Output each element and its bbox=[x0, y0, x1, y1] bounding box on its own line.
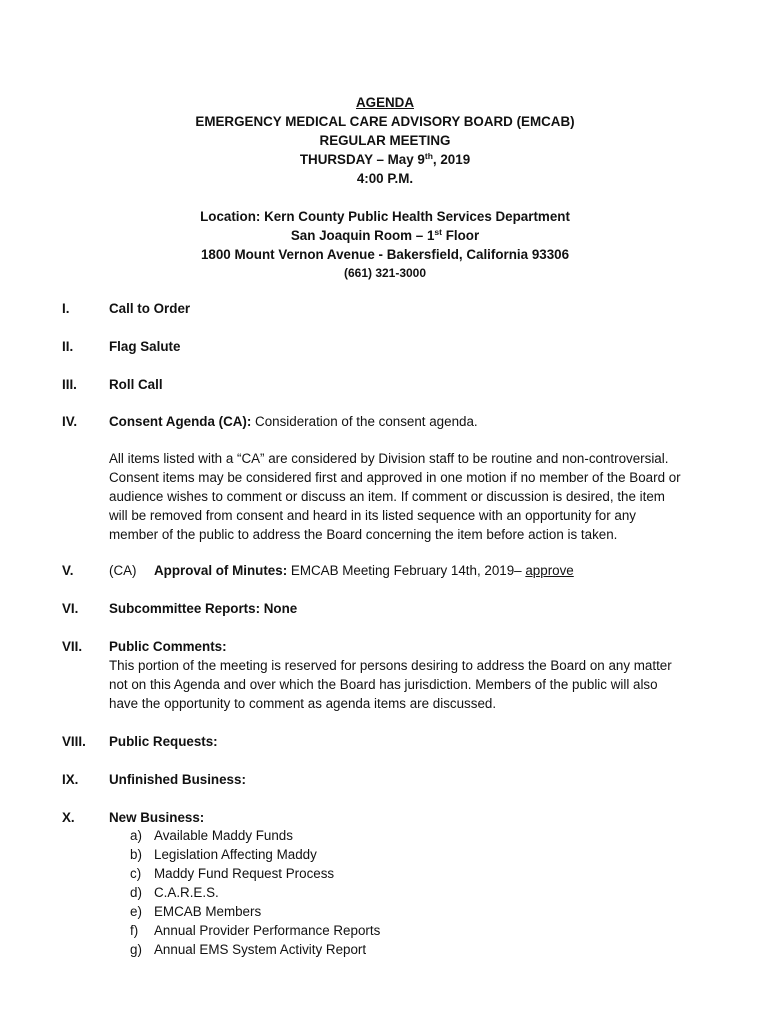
list-item bbox=[130, 902, 380, 921]
paragraph-line: not on this Agenda and over which the Board has jurisdiction. Members of the public will also bbox=[109, 677, 658, 692]
board-name: EMERGENCY MEDICAL CARE ADVISORY BOARD (EMCAB) bbox=[195, 114, 575, 129]
paragraph-line: member of the public to address the Board concerning the item before action is taken. bbox=[109, 527, 618, 542]
item-title: Public Requests: bbox=[109, 734, 218, 749]
item-number: VIII. bbox=[62, 734, 86, 749]
list-item-letter: f) bbox=[130, 923, 139, 938]
item-number: VII. bbox=[62, 639, 83, 654]
item-text: EMCAB Meeting February 14th, 2019– bbox=[287, 563, 526, 578]
list-item-text: Annual EMS System Activity Report bbox=[154, 942, 367, 957]
list-item-text: C.A.R.E.S. bbox=[154, 885, 219, 900]
list-item-text: Available Maddy Funds bbox=[154, 828, 293, 843]
item-action: approve bbox=[525, 563, 574, 578]
meeting-room bbox=[0, 226, 770, 245]
paragraph-line: All items listed with a “CA” are considered by Division staff to be routine and non-controversial. bbox=[109, 451, 669, 466]
new-business-list bbox=[130, 826, 380, 959]
list-item bbox=[130, 940, 380, 959]
header-spacer bbox=[0, 188, 770, 207]
public-comments-paragraph bbox=[109, 656, 719, 713]
item-number: I. bbox=[62, 301, 70, 316]
item-line bbox=[109, 412, 719, 431]
consent-paragraph bbox=[109, 449, 719, 544]
item-number: V. bbox=[62, 563, 74, 578]
item-number: III. bbox=[62, 377, 77, 392]
list-item-letter: b) bbox=[130, 847, 142, 862]
meeting-location: Location: Kern County Public Health Services Department bbox=[200, 209, 570, 224]
item-title: Unfinished Business: bbox=[109, 772, 246, 787]
item-title: Call to Order bbox=[109, 301, 191, 316]
list-item-text: EMCAB Members bbox=[154, 904, 262, 919]
paragraph-line: have the opportunity to comment as agenda items are discussed. bbox=[109, 696, 497, 711]
item-number: IX. bbox=[62, 772, 79, 787]
list-item-letter: c) bbox=[130, 866, 142, 881]
list-item-letter: e) bbox=[130, 904, 142, 919]
list-item bbox=[130, 883, 380, 902]
item-title: Roll Call bbox=[109, 377, 163, 392]
agenda-header bbox=[0, 93, 770, 283]
item-number: IV. bbox=[62, 414, 78, 429]
meeting-date-suffix: , 2019 bbox=[432, 152, 471, 167]
meeting-date-prefix: THURSDAY – May 9 bbox=[299, 152, 425, 167]
item-ca-tag: (CA) bbox=[109, 563, 137, 578]
meeting-type: REGULAR MEETING bbox=[319, 133, 451, 148]
meeting-phone: (661) 321-3000 bbox=[343, 266, 427, 280]
item-number: VI. bbox=[62, 601, 79, 616]
meeting-time: 4:00 P.M. bbox=[356, 171, 414, 186]
item-title: Flag Salute bbox=[109, 339, 181, 354]
meeting-date-sup: th bbox=[424, 151, 433, 161]
list-item bbox=[130, 845, 380, 864]
item-title: Approval of Minutes: bbox=[154, 563, 288, 578]
list-item bbox=[130, 826, 380, 845]
list-item-text: Maddy Fund Request Process bbox=[154, 866, 335, 881]
paragraph-line: audience wishes to comment or discuss an item. If comment or discussion is desired, the item bbox=[109, 489, 665, 504]
item-number: X. bbox=[62, 810, 75, 825]
list-item bbox=[130, 864, 380, 883]
item-line bbox=[154, 561, 574, 580]
paragraph-line: This portion of the meeting is reserved for persons desiring to address the Board on any matter bbox=[109, 658, 672, 673]
agenda-title: AGENDA bbox=[355, 95, 415, 110]
list-item-text: Legislation Affecting Maddy bbox=[154, 847, 317, 862]
meeting-room-sup: st bbox=[434, 227, 442, 237]
list-item-letter: d) bbox=[130, 885, 142, 900]
meeting-room-prefix: San Joaquin Room – 1 bbox=[290, 228, 435, 243]
item-title: Public Comments: bbox=[109, 639, 227, 654]
list-item-letter: g) bbox=[130, 942, 142, 957]
list-item bbox=[130, 921, 380, 940]
item-text: Consideration of the consent agenda. bbox=[251, 414, 478, 429]
item-title: Subcommittee Reports: None bbox=[109, 601, 298, 616]
item-title: Consent Agenda (CA): bbox=[109, 414, 252, 429]
meeting-date bbox=[0, 150, 770, 169]
item-number: II. bbox=[62, 339, 74, 354]
list-item-text: Annual Provider Performance Reports bbox=[154, 923, 381, 938]
list-item-letter: a) bbox=[130, 828, 142, 843]
meeting-address: 1800 Mount Vernon Avenue - Bakersfield, California 93306 bbox=[200, 247, 570, 262]
meeting-room-suffix: Floor bbox=[441, 228, 480, 243]
paragraph-line: will be removed from consent and heard in its listed sequence with an opportunity for any bbox=[109, 508, 636, 523]
paragraph-line: Consent items may be considered first and approved in one motion if no member of the Board or bbox=[109, 470, 681, 485]
item-title: New Business: bbox=[109, 810, 205, 825]
